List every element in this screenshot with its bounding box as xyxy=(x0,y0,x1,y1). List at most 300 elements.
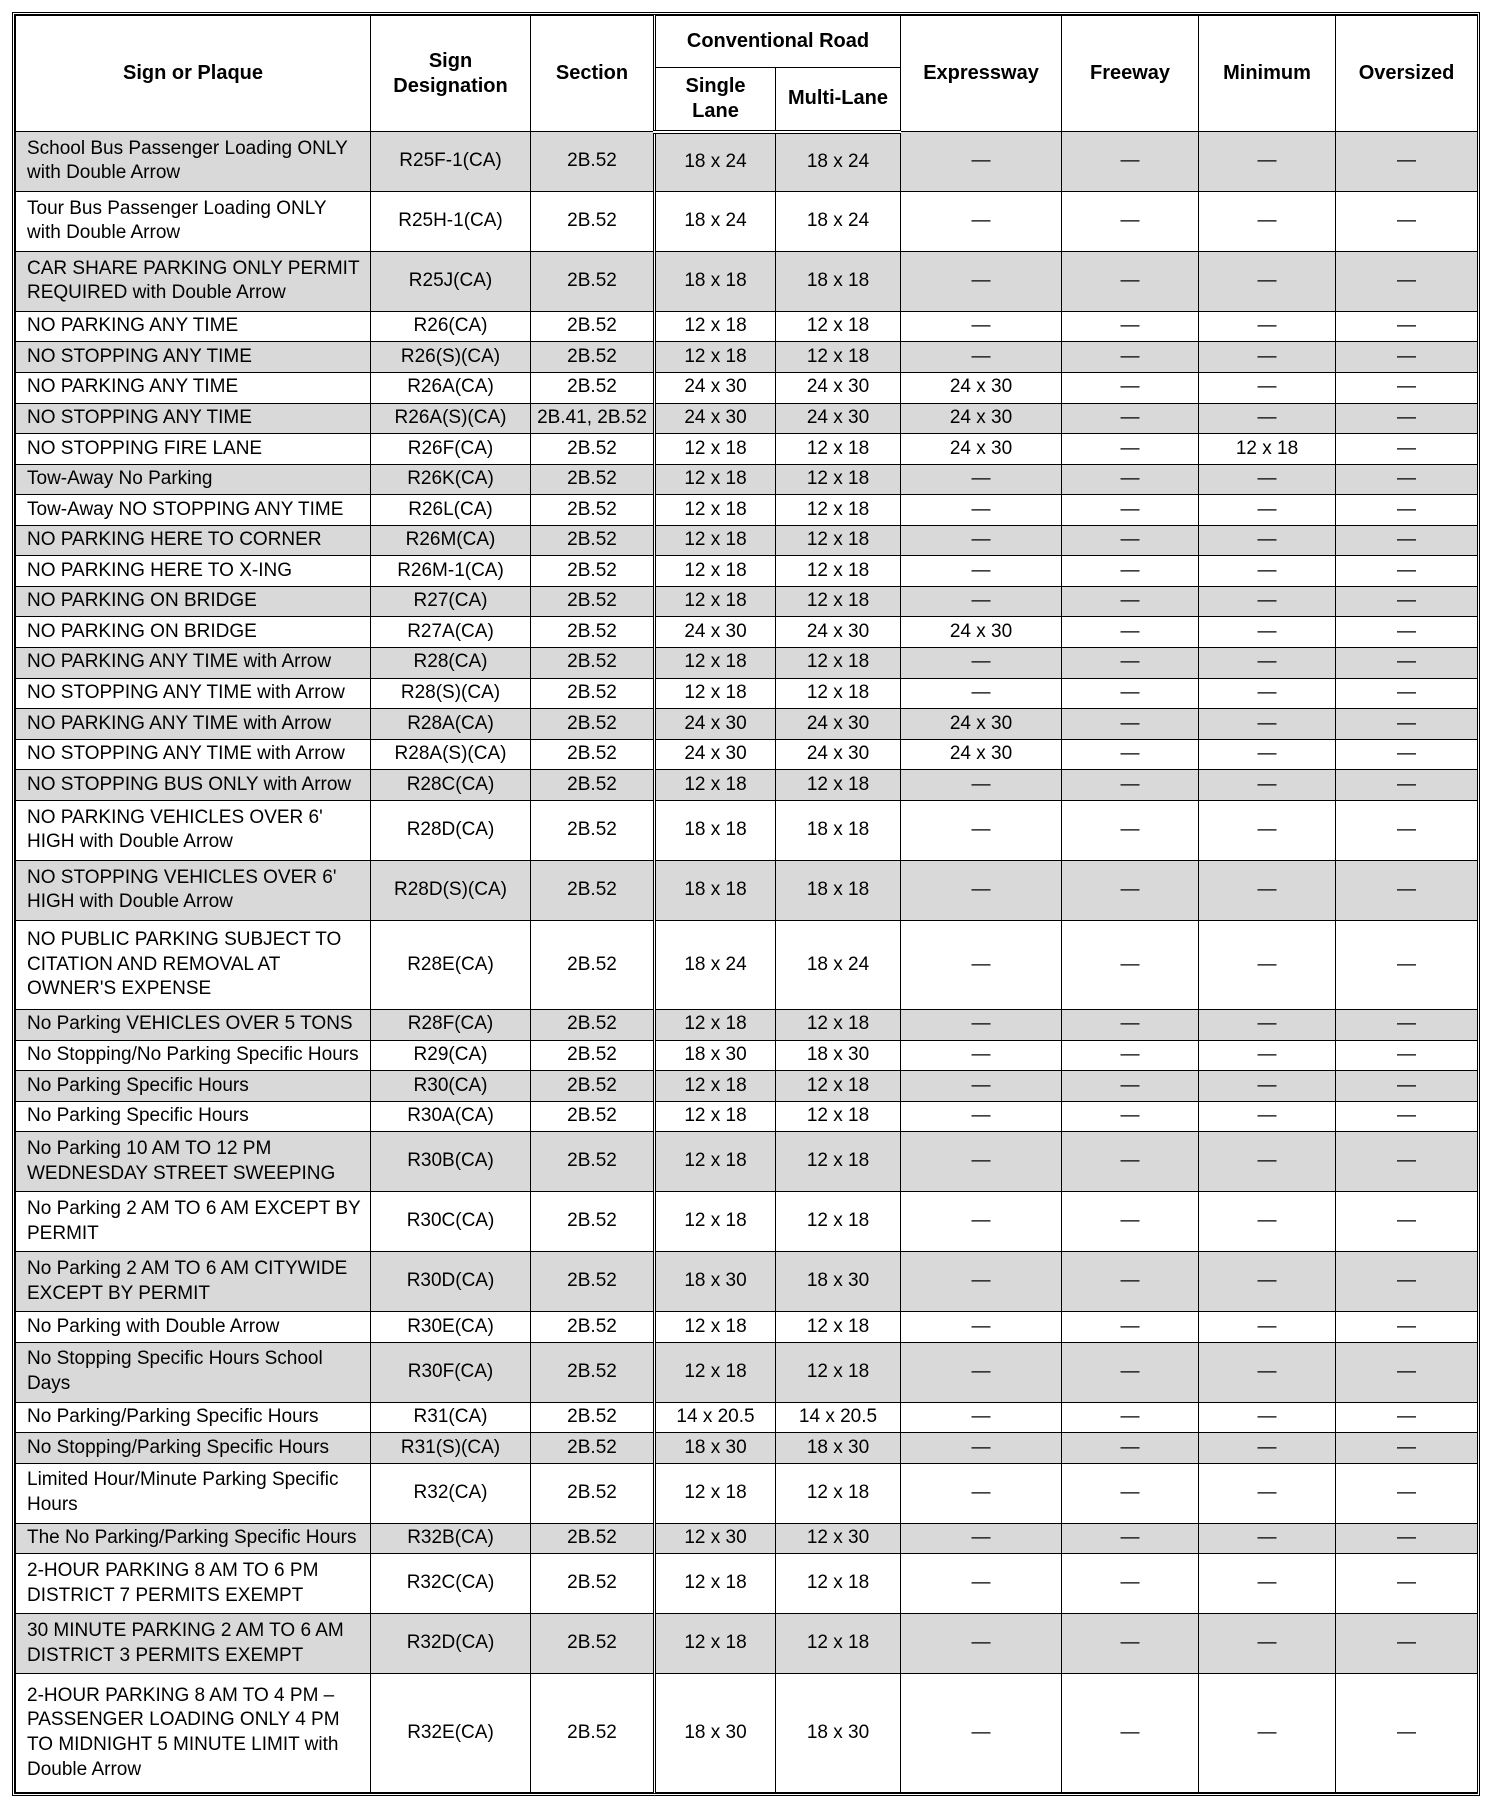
table-row xyxy=(16,1252,1478,1312)
sign-designation-cell: R28C(CA) xyxy=(371,770,531,801)
freeway-size-cell: — xyxy=(1062,1312,1199,1343)
section-cell: 2B.52 xyxy=(531,1040,655,1071)
sign-name-cell: NO STOPPING ANY TIME xyxy=(16,342,371,373)
multi-lane-size-cell: 12 x 30 xyxy=(776,1523,901,1554)
multi-lane-size-cell: 24 x 30 xyxy=(776,617,901,648)
header-freeway: Freeway xyxy=(1062,16,1199,132)
freeway-size-cell: — xyxy=(1062,617,1199,648)
minimum-size-cell: — xyxy=(1199,1554,1336,1614)
sign-name-cell: NO PARKING ANY TIME with Arrow xyxy=(16,648,371,679)
sign-name-cell: Tour Bus Passenger Loading ONLY with Double Arrow xyxy=(16,191,371,251)
table-row xyxy=(16,525,1478,556)
minimum-size-cell: — xyxy=(1199,770,1336,801)
oversized-size-cell: — xyxy=(1336,1071,1478,1102)
table-row xyxy=(16,1614,1478,1674)
freeway-size-cell: — xyxy=(1062,1010,1199,1041)
expressway-size-cell: — xyxy=(901,1132,1062,1192)
minimum-size-cell: — xyxy=(1199,251,1336,311)
expressway-size-cell: 24 x 30 xyxy=(901,617,1062,648)
expressway-size-cell: 24 x 30 xyxy=(901,709,1062,740)
sign-designation-cell: R31(S)(CA) xyxy=(371,1433,531,1464)
multi-lane-size-cell: 12 x 18 xyxy=(776,648,901,679)
single-lane-size-cell: 18 x 24 xyxy=(655,191,776,251)
sign-designation-cell: R26M-1(CA) xyxy=(371,556,531,587)
minimum-size-cell: — xyxy=(1199,1071,1336,1102)
minimum-size-cell: — xyxy=(1199,709,1336,740)
single-lane-size-cell: 12 x 18 xyxy=(655,770,776,801)
oversized-size-cell: — xyxy=(1336,1312,1478,1343)
minimum-size-cell: — xyxy=(1199,1132,1336,1192)
oversized-size-cell: — xyxy=(1336,1010,1478,1041)
freeway-size-cell: — xyxy=(1062,1523,1199,1554)
oversized-size-cell: — xyxy=(1336,1554,1478,1614)
multi-lane-size-cell: 18 x 24 xyxy=(776,132,901,192)
freeway-size-cell: — xyxy=(1062,1402,1199,1433)
expressway-size-cell: — xyxy=(901,132,1062,192)
minimum-size-cell: — xyxy=(1199,1433,1336,1464)
header-section: Section xyxy=(531,16,655,132)
minimum-size-cell: — xyxy=(1199,525,1336,556)
multi-lane-size-cell: 12 x 18 xyxy=(776,342,901,373)
single-lane-size-cell: 24 x 30 xyxy=(655,403,776,434)
minimum-size-cell: — xyxy=(1199,1674,1336,1793)
expressway-size-cell: — xyxy=(901,586,1062,617)
single-lane-size-cell: 18 x 24 xyxy=(655,920,776,1009)
section-cell: 2B.52 xyxy=(531,311,655,342)
sign-name-cell: No Parking 2 AM TO 6 AM CITYWIDE EXCEPT BY PERMIT xyxy=(16,1252,371,1312)
table-row xyxy=(16,709,1478,740)
minimum-size-cell: — xyxy=(1199,1040,1336,1071)
section-cell: 2B.52 xyxy=(531,1101,655,1132)
minimum-size-cell: — xyxy=(1199,372,1336,403)
minimum-size-cell: — xyxy=(1199,342,1336,373)
table-row xyxy=(16,251,1478,311)
sign-name-cell: No Parking Specific Hours xyxy=(16,1101,371,1132)
single-lane-size-cell: 24 x 30 xyxy=(655,617,776,648)
sign-name-cell: No Stopping/No Parking Specific Hours xyxy=(16,1040,371,1071)
freeway-size-cell: — xyxy=(1062,739,1199,770)
minimum-size-cell: — xyxy=(1199,586,1336,617)
single-lane-size-cell: 12 x 18 xyxy=(655,556,776,587)
multi-lane-size-cell: 18 x 30 xyxy=(776,1674,901,1793)
sign-designation-cell: R25H-1(CA) xyxy=(371,191,531,251)
table-row xyxy=(16,860,1478,920)
minimum-size-cell: — xyxy=(1199,1252,1336,1312)
minimum-size-cell: — xyxy=(1199,1523,1336,1554)
section-cell: 2B.52 xyxy=(531,800,655,860)
section-cell: 2B.52 xyxy=(531,556,655,587)
single-lane-size-cell: 12 x 18 xyxy=(655,1010,776,1041)
sign-designation-cell: R28A(S)(CA) xyxy=(371,739,531,770)
single-lane-size-cell: 18 x 30 xyxy=(655,1040,776,1071)
section-cell: 2B.52 xyxy=(531,770,655,801)
single-lane-size-cell: 24 x 30 xyxy=(655,372,776,403)
section-cell: 2B.52 xyxy=(531,132,655,192)
multi-lane-size-cell: 12 x 18 xyxy=(776,1101,901,1132)
freeway-size-cell: — xyxy=(1062,251,1199,311)
multi-lane-size-cell: 12 x 18 xyxy=(776,1342,901,1402)
sign-name-cell: NO PARKING VEHICLES OVER 6' HIGH with Double Arrow xyxy=(16,800,371,860)
single-lane-size-cell: 12 x 18 xyxy=(655,1554,776,1614)
expressway-size-cell: — xyxy=(901,800,1062,860)
section-cell: 2B.52 xyxy=(531,464,655,495)
expressway-size-cell: — xyxy=(901,311,1062,342)
oversized-size-cell: — xyxy=(1336,709,1478,740)
table-row xyxy=(16,434,1478,465)
sign-name-cell: 2-HOUR PARKING 8 AM TO 4 PM – PASSENGER LOADING ONLY 4 PM TO MIDNIGHT 5 MINUTE LIMIT with Double Arrow xyxy=(16,1674,371,1793)
multi-lane-size-cell: 24 x 30 xyxy=(776,739,901,770)
multi-lane-size-cell: 12 x 18 xyxy=(776,770,901,801)
single-lane-size-cell: 12 x 18 xyxy=(655,1101,776,1132)
table-row xyxy=(16,556,1478,587)
multi-lane-size-cell: 12 x 18 xyxy=(776,586,901,617)
sign-designation-cell: R28F(CA) xyxy=(371,1010,531,1041)
section-cell: 2B.52 xyxy=(531,709,655,740)
header-expressway: Expressway xyxy=(901,16,1062,132)
expressway-size-cell: — xyxy=(901,251,1062,311)
sign-name-cell: NO PARKING ANY TIME with Arrow xyxy=(16,709,371,740)
table-row xyxy=(16,1040,1478,1071)
expressway-size-cell: — xyxy=(901,1312,1062,1343)
expressway-size-cell: — xyxy=(901,1040,1062,1071)
freeway-size-cell: — xyxy=(1062,132,1199,192)
table-row xyxy=(16,1523,1478,1554)
expressway-size-cell: — xyxy=(901,1101,1062,1132)
section-cell: 2B.52 xyxy=(531,1342,655,1402)
table-row xyxy=(16,191,1478,251)
sign-designation-cell: R28(S)(CA) xyxy=(371,678,531,709)
section-cell: 2B.52 xyxy=(531,1402,655,1433)
sign-designation-cell: R25J(CA) xyxy=(371,251,531,311)
minimum-size-cell: — xyxy=(1199,1101,1336,1132)
expressway-size-cell: — xyxy=(901,1010,1062,1041)
sign-designation-cell: R26A(S)(CA) xyxy=(371,403,531,434)
section-cell: 2B.52 xyxy=(531,372,655,403)
table-row xyxy=(16,1554,1478,1614)
single-lane-size-cell: 12 x 18 xyxy=(655,1071,776,1102)
sign-name-cell: NO PARKING ON BRIDGE xyxy=(16,586,371,617)
minimum-size-cell: — xyxy=(1199,920,1336,1009)
sign-name-cell: NO STOPPING ANY TIME with Arrow xyxy=(16,678,371,709)
minimum-size-cell: — xyxy=(1199,464,1336,495)
freeway-size-cell: — xyxy=(1062,1554,1199,1614)
freeway-size-cell: — xyxy=(1062,556,1199,587)
oversized-size-cell: — xyxy=(1336,1614,1478,1674)
minimum-size-cell: — xyxy=(1199,860,1336,920)
oversized-size-cell: — xyxy=(1336,678,1478,709)
expressway-size-cell: — xyxy=(901,556,1062,587)
section-cell: 2B.52 xyxy=(531,1523,655,1554)
minimum-size-cell: — xyxy=(1199,1312,1336,1343)
section-cell: 2B.52 xyxy=(531,1252,655,1312)
sign-designation-cell: R26L(CA) xyxy=(371,495,531,526)
freeway-size-cell: — xyxy=(1062,1132,1199,1192)
single-lane-size-cell: 18 x 30 xyxy=(655,1433,776,1464)
sign-name-cell: NO STOPPING ANY TIME xyxy=(16,403,371,434)
oversized-size-cell: — xyxy=(1336,342,1478,373)
expressway-size-cell: — xyxy=(901,1614,1062,1674)
multi-lane-size-cell: 12 x 18 xyxy=(776,1312,901,1343)
minimum-size-cell: — xyxy=(1199,1342,1336,1402)
single-lane-size-cell: 12 x 18 xyxy=(655,495,776,526)
section-cell: 2B.52 xyxy=(531,617,655,648)
oversized-size-cell: — xyxy=(1336,191,1478,251)
minimum-size-cell: — xyxy=(1199,678,1336,709)
header-single-lane: Single Lane xyxy=(655,68,776,132)
multi-lane-size-cell: 24 x 30 xyxy=(776,709,901,740)
table-row xyxy=(16,342,1478,373)
sign-designation-cell: R26(S)(CA) xyxy=(371,342,531,373)
minimum-size-cell: — xyxy=(1199,1402,1336,1433)
sign-designation-cell: R28(CA) xyxy=(371,648,531,679)
multi-lane-size-cell: 12 x 18 xyxy=(776,464,901,495)
sign-name-cell: No Parking VEHICLES OVER 5 TONS xyxy=(16,1010,371,1041)
multi-lane-size-cell: 12 x 18 xyxy=(776,1071,901,1102)
multi-lane-size-cell: 18 x 30 xyxy=(776,1252,901,1312)
table-body xyxy=(16,132,1478,1793)
single-lane-size-cell: 12 x 18 xyxy=(655,342,776,373)
freeway-size-cell: — xyxy=(1062,709,1199,740)
freeway-size-cell: — xyxy=(1062,648,1199,679)
multi-lane-size-cell: 18 x 18 xyxy=(776,800,901,860)
oversized-size-cell: — xyxy=(1336,311,1478,342)
section-cell: 2B.52 xyxy=(531,648,655,679)
sign-name-cell: No Parking 2 AM TO 6 AM EXCEPT BY PERMIT xyxy=(16,1192,371,1252)
section-cell: 2B.52 xyxy=(531,525,655,556)
expressway-size-cell: — xyxy=(901,1554,1062,1614)
sign-designation-cell: R30D(CA) xyxy=(371,1252,531,1312)
header-conventional-road: Conventional Road xyxy=(655,16,901,68)
section-cell: 2B.52 xyxy=(531,1010,655,1041)
sign-name-cell: Limited Hour/Minute Parking Specific Hours xyxy=(16,1463,371,1523)
section-cell: 2B.52 xyxy=(531,251,655,311)
sign-name-cell: NO PUBLIC PARKING SUBJECT TO CITATION AND REMOVAL AT OWNER'S EXPENSE xyxy=(16,920,371,1009)
table-row xyxy=(16,586,1478,617)
sign-designation-cell: R28D(S)(CA) xyxy=(371,860,531,920)
expressway-size-cell: — xyxy=(901,1674,1062,1793)
freeway-size-cell: — xyxy=(1062,342,1199,373)
sign-designation-cell: R26(CA) xyxy=(371,311,531,342)
minimum-size-cell: — xyxy=(1199,1192,1336,1252)
section-cell: 2B.52 xyxy=(531,739,655,770)
section-cell: 2B.52 xyxy=(531,1554,655,1614)
multi-lane-size-cell: 24 x 30 xyxy=(776,372,901,403)
freeway-size-cell: — xyxy=(1062,1614,1199,1674)
sign-designation-cell: R30A(CA) xyxy=(371,1101,531,1132)
oversized-size-cell: — xyxy=(1336,1342,1478,1402)
expressway-size-cell: 24 x 30 xyxy=(901,434,1062,465)
sign-designation-cell: R32(CA) xyxy=(371,1463,531,1523)
freeway-size-cell: — xyxy=(1062,464,1199,495)
table-row xyxy=(16,311,1478,342)
multi-lane-size-cell: 12 x 18 xyxy=(776,434,901,465)
oversized-size-cell: — xyxy=(1336,464,1478,495)
minimum-size-cell: — xyxy=(1199,739,1336,770)
table-row xyxy=(16,1342,1478,1402)
oversized-size-cell: — xyxy=(1336,1674,1478,1793)
oversized-size-cell: — xyxy=(1336,132,1478,192)
section-cell: 2B.52 xyxy=(531,342,655,373)
multi-lane-size-cell: 12 x 18 xyxy=(776,1132,901,1192)
freeway-size-cell: — xyxy=(1062,525,1199,556)
sign-designation-cell: R30E(CA) xyxy=(371,1312,531,1343)
single-lane-size-cell: 12 x 18 xyxy=(655,1312,776,1343)
single-lane-size-cell: 12 x 18 xyxy=(655,586,776,617)
single-lane-size-cell: 18 x 24 xyxy=(655,132,776,192)
header-multi-lane: Multi-Lane xyxy=(776,68,901,132)
single-lane-size-cell: 14 x 20.5 xyxy=(655,1402,776,1433)
minimum-size-cell: — xyxy=(1199,132,1336,192)
single-lane-size-cell: 12 x 18 xyxy=(655,1342,776,1402)
section-cell: 2B.52 xyxy=(531,920,655,1009)
minimum-size-cell: — xyxy=(1199,556,1336,587)
minimum-size-cell: — xyxy=(1199,1010,1336,1041)
single-lane-size-cell: 18 x 30 xyxy=(655,1674,776,1793)
section-cell: 2B.52 xyxy=(531,1463,655,1523)
multi-lane-size-cell: 12 x 18 xyxy=(776,556,901,587)
sign-designation-cell: R26A(CA) xyxy=(371,372,531,403)
section-cell: 2B.52 xyxy=(531,586,655,617)
minimum-size-cell: — xyxy=(1199,648,1336,679)
single-lane-size-cell: 24 x 30 xyxy=(655,709,776,740)
multi-lane-size-cell: 12 x 18 xyxy=(776,1192,901,1252)
expressway-size-cell: — xyxy=(901,1402,1062,1433)
single-lane-size-cell: 12 x 18 xyxy=(655,464,776,495)
multi-lane-size-cell: 12 x 18 xyxy=(776,495,901,526)
expressway-size-cell: — xyxy=(901,678,1062,709)
freeway-size-cell: — xyxy=(1062,1433,1199,1464)
oversized-size-cell: — xyxy=(1336,586,1478,617)
section-cell: 2B.52 xyxy=(531,191,655,251)
expressway-size-cell: — xyxy=(901,525,1062,556)
table-row xyxy=(16,1463,1478,1523)
sign-designation-cell: R29(CA) xyxy=(371,1040,531,1071)
oversized-size-cell: — xyxy=(1336,1101,1478,1132)
sign-name-cell: Tow-Away NO STOPPING ANY TIME xyxy=(16,495,371,526)
sign-designation-cell: R30F(CA) xyxy=(371,1342,531,1402)
sign-name-cell: NO STOPPING VEHICLES OVER 6' HIGH with Double Arrow xyxy=(16,860,371,920)
table-row xyxy=(16,1674,1478,1793)
expressway-size-cell: — xyxy=(901,1523,1062,1554)
freeway-size-cell: — xyxy=(1062,860,1199,920)
oversized-size-cell: — xyxy=(1336,403,1478,434)
multi-lane-size-cell: 18 x 30 xyxy=(776,1040,901,1071)
single-lane-size-cell: 12 x 18 xyxy=(655,525,776,556)
expressway-size-cell: 24 x 30 xyxy=(901,739,1062,770)
oversized-size-cell: — xyxy=(1336,800,1478,860)
freeway-size-cell: — xyxy=(1062,1071,1199,1102)
oversized-size-cell: — xyxy=(1336,770,1478,801)
table-row xyxy=(16,770,1478,801)
single-lane-size-cell: 12 x 18 xyxy=(655,1614,776,1674)
multi-lane-size-cell: 12 x 18 xyxy=(776,1463,901,1523)
table-row xyxy=(16,648,1478,679)
freeway-size-cell: — xyxy=(1062,495,1199,526)
section-cell: 2B.52 xyxy=(531,434,655,465)
multi-lane-size-cell: 18 x 18 xyxy=(776,251,901,311)
single-lane-size-cell: 18 x 18 xyxy=(655,800,776,860)
single-lane-size-cell: 12 x 18 xyxy=(655,678,776,709)
sign-name-cell: NO STOPPING BUS ONLY with Arrow xyxy=(16,770,371,801)
expressway-size-cell: — xyxy=(901,1433,1062,1464)
multi-lane-size-cell: 18 x 24 xyxy=(776,920,901,1009)
sign-designation-cell: R27(CA) xyxy=(371,586,531,617)
sign-name-cell: NO PARKING ANY TIME xyxy=(16,311,371,342)
single-lane-size-cell: 24 x 30 xyxy=(655,739,776,770)
minimum-size-cell: — xyxy=(1199,1614,1336,1674)
section-cell: 2B.41, 2B.52 xyxy=(531,403,655,434)
single-lane-size-cell: 12 x 18 xyxy=(655,648,776,679)
section-cell: 2B.52 xyxy=(531,678,655,709)
oversized-size-cell: — xyxy=(1336,251,1478,311)
sign-name-cell: NO PARKING HERE TO X-ING xyxy=(16,556,371,587)
freeway-size-cell: — xyxy=(1062,920,1199,1009)
expressway-size-cell: 24 x 30 xyxy=(901,372,1062,403)
sign-designation-cell: R27A(CA) xyxy=(371,617,531,648)
freeway-size-cell: — xyxy=(1062,1342,1199,1402)
multi-lane-size-cell: 12 x 18 xyxy=(776,1554,901,1614)
header-minimum: Minimum xyxy=(1199,16,1336,132)
sign-name-cell: 2-HOUR PARKING 8 AM TO 6 PM DISTRICT 7 PERMITS EXEMPT xyxy=(16,1554,371,1614)
freeway-size-cell: — xyxy=(1062,1192,1199,1252)
single-lane-size-cell: 18 x 30 xyxy=(655,1252,776,1312)
sign-name-cell: NO PARKING HERE TO CORNER xyxy=(16,525,371,556)
freeway-size-cell: — xyxy=(1062,372,1199,403)
expressway-size-cell: — xyxy=(901,770,1062,801)
sign-name-cell: No Stopping/Parking Specific Hours xyxy=(16,1433,371,1464)
freeway-size-cell: — xyxy=(1062,403,1199,434)
table-row xyxy=(16,1132,1478,1192)
header-sign: Sign or Plaque xyxy=(16,16,371,132)
table-row xyxy=(16,739,1478,770)
sign-designation-cell: R32C(CA) xyxy=(371,1554,531,1614)
single-lane-size-cell: 12 x 18 xyxy=(655,1192,776,1252)
freeway-size-cell: — xyxy=(1062,1674,1199,1793)
sign-designation-cell: R31(CA) xyxy=(371,1402,531,1433)
oversized-size-cell: — xyxy=(1336,1040,1478,1071)
freeway-size-cell: — xyxy=(1062,800,1199,860)
table-row xyxy=(16,1192,1478,1252)
sign-name-cell: NO STOPPING FIRE LANE xyxy=(16,434,371,465)
expressway-size-cell: — xyxy=(901,1071,1062,1102)
sign-name-cell: NO STOPPING ANY TIME with Arrow xyxy=(16,739,371,770)
table-row xyxy=(16,1101,1478,1132)
single-lane-size-cell: 18 x 18 xyxy=(655,251,776,311)
single-lane-size-cell: 12 x 18 xyxy=(655,311,776,342)
single-lane-size-cell: 18 x 18 xyxy=(655,860,776,920)
sign-designation-cell: R32E(CA) xyxy=(371,1674,531,1793)
sign-designation-cell: R26F(CA) xyxy=(371,434,531,465)
expressway-size-cell: — xyxy=(901,191,1062,251)
freeway-size-cell: — xyxy=(1062,1252,1199,1312)
oversized-size-cell: — xyxy=(1336,495,1478,526)
sign-name-cell: No Parking with Double Arrow xyxy=(16,1312,371,1343)
expressway-size-cell: — xyxy=(901,342,1062,373)
table-row xyxy=(16,920,1478,1009)
minimum-size-cell: — xyxy=(1199,495,1336,526)
minimum-size-cell: — xyxy=(1199,403,1336,434)
single-lane-size-cell: 12 x 18 xyxy=(655,1132,776,1192)
freeway-size-cell: — xyxy=(1062,1463,1199,1523)
sign-name-cell: School Bus Passenger Loading ONLY with Double Arrow xyxy=(16,132,371,192)
section-cell: 2B.52 xyxy=(531,1192,655,1252)
single-lane-size-cell: 12 x 18 xyxy=(655,1463,776,1523)
freeway-size-cell: — xyxy=(1062,770,1199,801)
sign-name-cell: No Parking/Parking Specific Hours xyxy=(16,1402,371,1433)
oversized-size-cell: — xyxy=(1336,920,1478,1009)
table-row xyxy=(16,1402,1478,1433)
sign-designation-cell: R30B(CA) xyxy=(371,1132,531,1192)
